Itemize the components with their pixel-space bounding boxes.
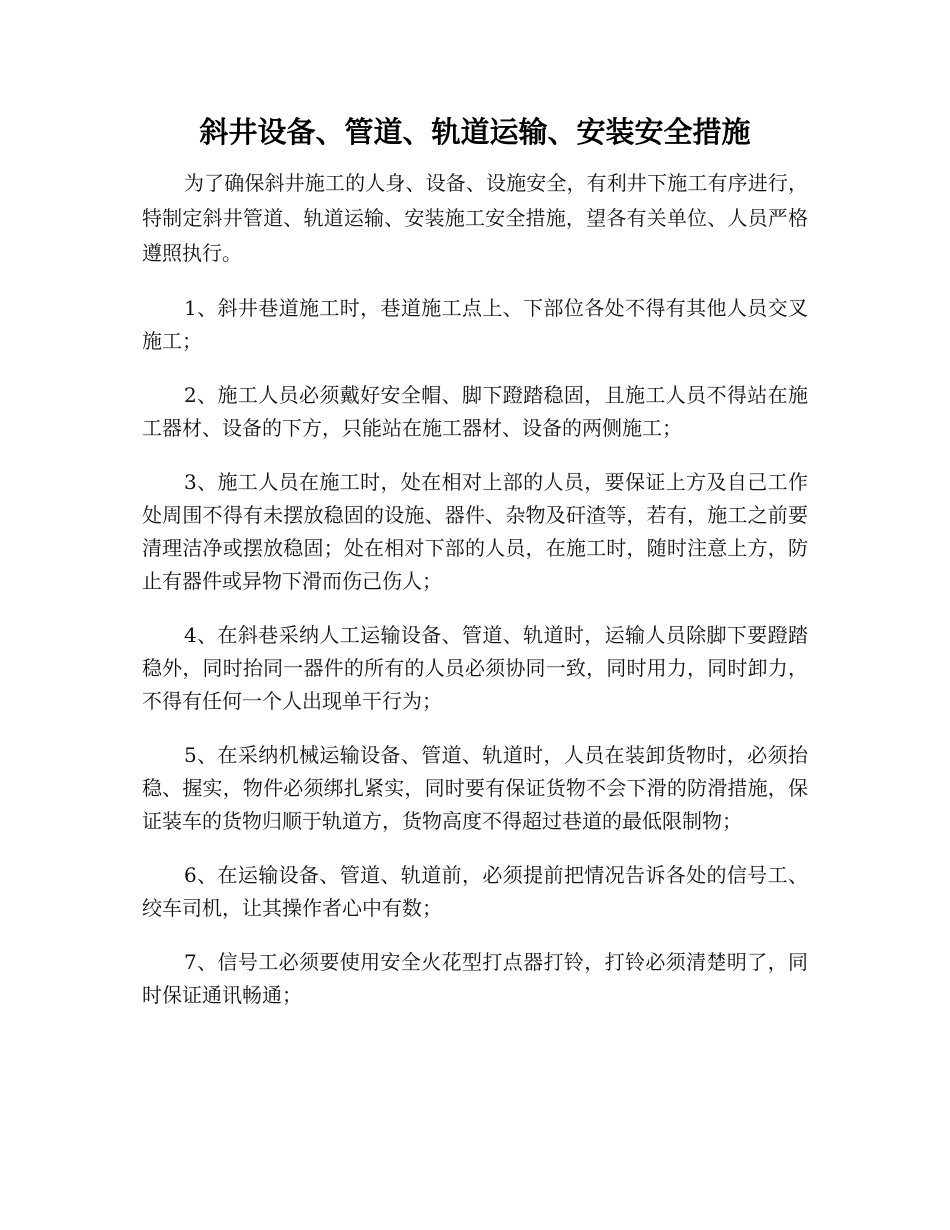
document-body xyxy=(142,166,808,1012)
measure-item-6: 6、在运输设备、管道、轨道前，必须提前把情况告诉各处的信号工、绞车司机，让其操作者心中有数； xyxy=(142,863,808,920)
document-title: 斜井设备、管道、轨道运输、安装安全措施 xyxy=(199,115,751,149)
measure-item-3: 3、施工人员在施工时，处在相对上部的人员，要保证上方及自己工作处周围不得有未摆放稳固的设施、器件、杂物及矸渣等，若有，施工之前要清理洁净或摆放稳固；处在相对下部的人员，在施工时，随时注意上方，防止有器件或异物下滑而伤己伤人； xyxy=(142,470,808,593)
measure-item-5: 5、在采纳机械运输设备、管道、轨道时，人员在装卸货物时，必须抬稳、握实，物件必须绑扎紧实，同时要有保证货物不会下滑的防滑措施，保证装车的货物归顺于轨道方，货物高度不得超过巷道的最低限制物； xyxy=(142,743,808,833)
measure-item-1: 1、斜井巷道施工时，巷道施工点上、下部位各处不得有其他人员交叉施工； xyxy=(142,296,808,353)
measure-item-4: 4、在斜巷采纳人工运输设备、管道、轨道时，运输人员除脚下要蹬踏稳外，同时抬同一器件的所有的人员必须协同一致，同时用力，同时卸力，不得有任何一个人出现单干行为； xyxy=(142,623,808,713)
intro-paragraph: 为了确保斜井施工的人身、设备、设施安全，有利井下施工有序进行，特制定斜井管道、轨道运输、安装施工安全措施，望各有关单位、人员严格遵照执行。 xyxy=(142,171,808,265)
measure-item-7: 7、信号工必须要使用安全火花型打点器打铃，打铃必须清楚明了，同时保证通讯畅通； xyxy=(142,950,808,1007)
measure-item-2: 2、施工人员必须戴好安全帽、脚下蹬踏稳固，且施工人员不得站在施工器材、设备的下方，只能站在施工器材、设备的两侧施工； xyxy=(142,383,808,440)
